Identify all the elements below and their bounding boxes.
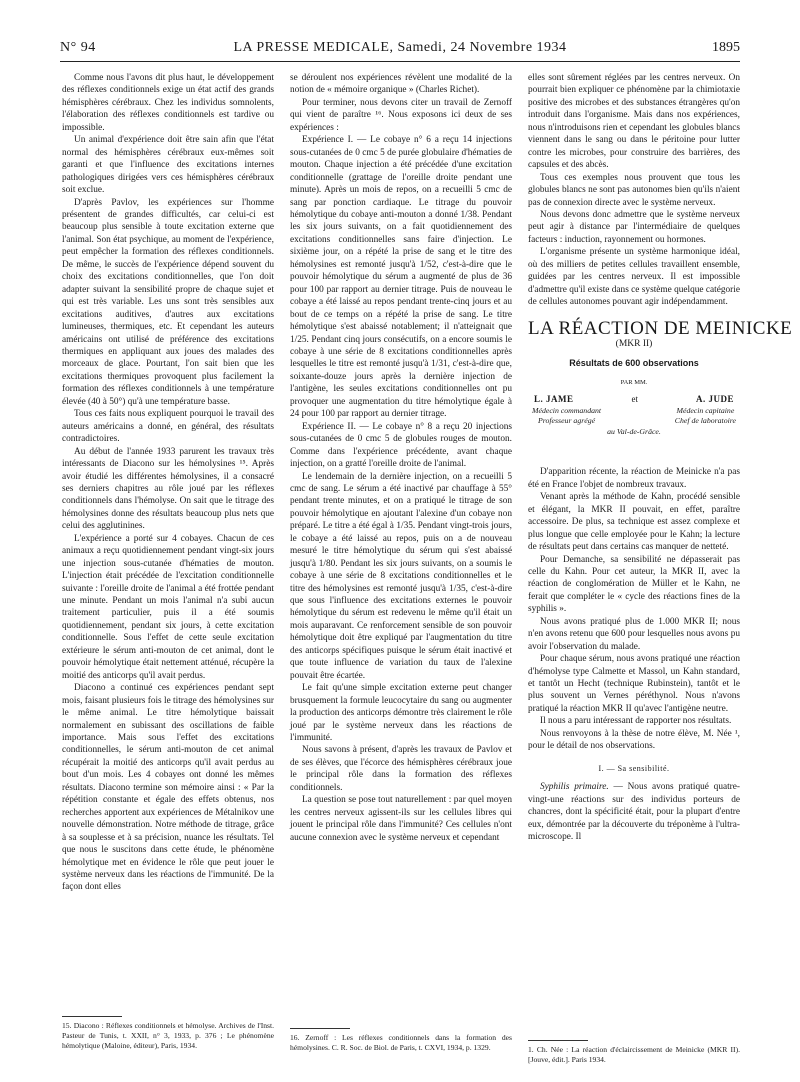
paragraph: Pour chaque sérum, nous avons pratiqué une réaction d'hémolyse type Calmette et Massol, un Kahn standard, et tantôt un Hecht (technique Rubinstein), tantôt et le plus souvent un Vernes péréthynol. Nous n'avons pratiqué la réaction MKR II qu'avec l'antigène neutre.: [528, 654, 740, 714]
paragraph: Expérience I. — Le cobaye n° 6 a reçu 14 injections sous-cutanées de 0 cmc 5 de purée globulaire d'hématies de mouton. Chaque injection a été précédée d'une excitation conditionnelle (grattage de l'oreille droite pendant une minute). Après un mois de repos, on a recueilli 5 cmc de sang par ponction cardiaque. Le titrage du pouvoir hémolytique du cobaye anti-mouton a donné 1/38. Pendant les six jours suivants, on a fait quotidiennement des excitations conditionnelles sans faire d'injection. Le sixième jour, on a répété la prise de sang et le titre des hémolysines est remonté jusqu'à 1/52, c'est-à-dire que le pouvoir hémolytique du sérum a augmenté de plus de 36 pour 100 par rapport au dernier titrage. Puis de nouveau le cobaye a été laissé au repos pendant trente-cinq jours et au bout de ce temps on a répété la prise de sang. Le titre hémolytique s'est abaissé notablement; il n'atteignait que 1/25. Pendant cinq jours consécutifs, on a encore soumis le cobaye à une série de 8 excitations conditionnelles après lesquelles le titre est remonté jusqu'à 1/31, c'est-à-dire que, soixante-douze jours après la dernière injection de l'antigène, les seules excitations conditionnelles ont pu provoquer une augmentation du titre hémolytique égale à 24 pour 100 par rapport au dernier titrage.: [290, 135, 512, 420]
column-3: [528, 72, 793, 843]
paragraph: Le fait qu'une simple excitation externe peut changer brusquement la formule leucocytaire du sang ou augmenter la production des anticorps démontre très clairement le rôle joué par le système nerveux dans les réactions de l'immunité.: [290, 683, 512, 744]
footnote-16: 16. Zernoff : Les réflexes conditionnels dans la formation des hémolysines. C. R. Soc. de Biol. de Paris, t. CXVI, 1934, p. 1329.: [290, 1033, 512, 1052]
affiliation-line: Professeur agrégé: [537, 415, 596, 425]
affiliations: [528, 406, 740, 426]
paragraph: D'apparition récente, la réaction de Meinicke n'a pas été en France l'objet de nombreux travaux.: [528, 467, 740, 490]
issue-number: N° 94: [60, 40, 96, 55]
paragraph: L'expérience a porté sur 4 cobayes. Chacun de ces animaux a reçu quotidiennement pendant vingt-six jours une injection sous-cutanée d'hématies de mouton. L'injection était précédée de l'excitation conditionnelle suivante : l'oreille droite de l'animal a été frottée pendant une minute. Pendant un mois l'animal n'a subi aucun traitement particulier, puis il a été soumis quotidiennement, pendant six jours, à cette excitation conditionnelle. Sous l'effet de cette seule excitation extérieure le sérum anti-mouton de cet animal, dont le pouvoir hémolytique était nettement atténué, récupère la moitié des anticorps qu'il avait perdus.: [62, 533, 274, 681]
author-conjunction: et: [631, 394, 638, 405]
paragraph: Nous savons à présent, d'après les travaux de Pavlov et de ses élèves, que l'écorce des hémisphères cérébraux joue le principal rôle dans la formation des réflexes conditionnels.: [290, 745, 512, 793]
paragraph: Venant après la méthode de Kahn, procédé sensible et élégant, la MKR II pouvait, en effet, paraître accessoire. De plus, sa technique est assez complexe et plus longue que celle employée pour le Kahn; la lecture de résultats peut dans certains cas manquer de netteté.: [528, 492, 740, 553]
footnote-1: 1. Ch. Née : La réaction d'éclaircissement de Meinicke (MKR II). [Jouve, édit.]. Paris 1934.: [528, 1045, 740, 1064]
paragraph: D'après Pavlov, les expériences sur l'homme présentent de grandes difficultés, car celui-ci est beaucoup plus sensible à toute excitation externe que l'animal. Son état psychique, au moment de l'expérience, peut empêcher la formation des réflexes conditionnels. De même, le succès de l'expérience dépend souvent du choix des excitations conditionnelles, que l'on doit adapter suivant la sensibilité propre de chaque sujet et qui est très variable. Les uns sont très sensibles aux excitations auditives, d'autres aux excitations lumineuses, thermiques, etc. Et cependant les auteurs américains ont utilisé de préférence des excitations thermiques en appliquant aux joues des malades des morceaux de glace. Pourtant, l'on sait bien que les excitations thermiques provoquent plus facilement la formation des réflexes conditionnels à une température élevée (40 à 50°) qu'à une température basse.: [62, 197, 274, 407]
authors: [528, 393, 740, 405]
author-jude: A. JUDE: [695, 394, 734, 405]
paragraph: elles sont sûrement réglées par les centres nerveux. On pourrait bien expliquer ce phénomène par la chimiotaxie positive des microbes et des substances étrangères qu'on introduit dans l'organisme. Mais dans nos expériences, nous n'introduisons rien et cependant les globules blancs viennent dans le sang ou dans le péritoine pour lutter contre les microbes, pour construire des barrières, des capsules et des abcès.: [528, 73, 740, 171]
page-header: [60, 40, 740, 62]
paragraph: Le lendemain de la dernière injection, on a recueilli 5 cmc de sang. Le sérum a été inactivé par chauffage à 55° pendant trente minutes, et on a pratiqué le titrage de son pouvoir hémolytique en ajoutant l'alexine d'un cobaye non préparé. Le titre a été égal à 1/35. Pendant vingt-trois jours, le cobaye a été laissé au repos, puis on a de nouveau mesuré le titre hémolytique du sérum qui s'est abaissé jusqu'à 1/80. Pendant les six jours suivants, on a soumis le cobaye à une série de 8 excitations conditionnelles et le titre des hémolysines est remonté jusqu'à 1/35, c'est-à-dire que sous l'influence des excitations externes le pouvoir hémolytique du sérum est redevenu le même qu'il était un mois auparavant. Ce renforcement sensible de son pouvoir hémolytique doit être expliqué par l'augmentation du titre des anticorps spécifiques puisque le sérum était inactivé et que toute influence de variation du taux de l'alexine pouvait être écartée.: [290, 471, 512, 681]
article-results-line: Résultats de 600 observations: [569, 357, 699, 368]
section-heading: I. — Sa sensibilité.: [598, 763, 670, 773]
paragraph: Pour Demanche, sa sensibilité ne dépasserait pas celle du Kahn. Pour cet auteur, la MKR II, avec la réaction de conglomération de Müller et le Kahn, ne ferait que compléter le « cycle des réactions fines de la syphilis ».: [528, 554, 740, 615]
footnote-rule: [62, 1016, 122, 1017]
page-number: 1895: [712, 40, 740, 55]
paragraph: Nous renvoyons à la thèse de notre élève, M. Née ¹, pour le détail de nos observations.: [528, 728, 740, 752]
column-1: [62, 72, 274, 894]
journal-title: LA PRESSE MEDICALE, Samedi, 24 Novembre 1934: [233, 40, 567, 55]
article-par: PAR MM.: [620, 378, 648, 386]
section-lead: Syphilis primaire.: [540, 782, 609, 793]
column-2: [290, 72, 512, 844]
paragraph: L'organisme présente un système harmonique idéal, où des milliers de petites cellules travaillent ensemble, guidées par les centres nerveux. Il est impossible d'admettre qu'il existe dans ce système quelque catégorie de cellules autonomes pouvant agir indépendamment.: [528, 247, 740, 308]
paragraph: [528, 781, 740, 843]
paragraph: Il nous a paru intéressant de rapporter nos résultats.: [540, 716, 732, 727]
paragraph: Au début de l'année 1933 parurent les travaux très intéressants de Diacono sur les hémolysines ¹⁵. Après avoir étudié les différentes hémolysines, il a consacré ses derniers chapitres au rôle joué par les réflexes conditionnels dans l'hémolyse. On sait que le titrage des hémolysines donne des résultats beaucoup plus nets que celui des agglutinines.: [62, 446, 274, 532]
affiliation-line: Médecin commandant: [532, 405, 602, 415]
paragraph: La question se pose tout naturellement : par quel moyen les centres nerveux agissent-ils sur les cellules libres qui jouent le principal rôle dans l'immunité? Ces cellules n'ont aucune connexion avec le système nerveux et cependant: [290, 795, 512, 843]
author-jame: L. JAME: [534, 394, 574, 405]
section-text: — Nous avons pratiqué quatre-vingt-une réactions sur des individus porteurs de chancres, dont la spécificité était, pour la plupart d'entre eux, démontrée par la découverte du tréponème à l'ultra-microscope. Il: [528, 782, 740, 843]
paragraph: Nous avons pratiqué plus de 1.000 MKR II; nous n'en avons retenu que 600 pour lesquelles nous avons pu avoir l'observation du malade.: [528, 616, 740, 652]
footnote-rule: [290, 1028, 350, 1029]
paragraph: se déroulent nos expériences révèlent une modalité de la notion de « mémoire organique » (Charles Richet).: [290, 73, 512, 96]
paragraph: Pour terminer, nous devons citer un travail de Zernoff qui vient de paraître ¹⁶. Nous exposons ici deux de ses expériences :: [290, 97, 512, 133]
affiliation-common: au Val-de-Grâce.: [607, 426, 661, 436]
paragraph: Tous ces faits nous expliquent pourquoi le travail des auteurs américains a donné, en général, des résultats contradictoires.: [62, 409, 274, 445]
affiliation-line: Médecin capitaine: [676, 405, 735, 415]
footnote-15: 15. Diacono : Réflexes conditionnels et hémolyse. Archives de l'Inst. Pasteur de Tunis, t. XXII, n° 3, 1933, p. 376 ; Le phénomène hémolytique (Maloine, éditeur), Paris, 1934.: [62, 1021, 274, 1050]
paragraph: Nous devons donc admettre que le système nerveux peut agir à distance par l'intermédiaire de quelques facteurs : induction, rayonnement ou hormones.: [528, 209, 740, 245]
paragraph: Expérience II. — Le cobaye n° 8 a reçu 20 injections sous-cutanées de 0 cmc 5 de globules rouges de mouton. Comme dans l'expérience précédente, avant chaque injection, on a gratté l'oreille droite de l'animal.: [290, 421, 512, 470]
paragraph: Un animal d'expérience doit être sain afin que l'état normal des hémisphères cérébraux eux-mêmes soit garanti et que l'influence des excitations internes pathologiques dirigées vers ces hémisphères cérébraux soit exclue.: [62, 135, 274, 196]
footnote-rule: [528, 1040, 588, 1041]
paragraph: Diacono a continué ces expériences pendant sept mois, faisant plusieurs fois le titrage des hémolysines sur le même animal. Le titre hémolytique baissait normalement en subissant des oscillations de faible importance. Mais sous l'effet des excitations conditionnelles, le sérum anti-mouton de cet animal récupérait la moitié des anticorps qu'il avait perdus au bout d'un mois. Les 4 cobayes ont donné les mêmes résultats. Diacono termine son mémoire ainsi : « Par la répétition constante et égale des effets obtenus, nos recherches apportent aux expériences de Métalnikov une nouvelle démonstration. Notre méthode de titrage, grâce à sa souplesse et à sa précision, nuance les résultats. Tel que nous le suscitons dans cette étude, le phénomène hémolytique met en évidence le rôle que peut jouer le système nerveux dans les réactions de l'immunité. De la façon dont elles: [62, 683, 274, 893]
article-subtitle: (MKR II): [615, 339, 653, 350]
article-title: LA RÉACTION DE MEINICKE: [528, 317, 793, 339]
paragraph: Comme nous l'avons dit plus haut, le développement des réflexes conditionnels exige un état actif des grands hémisphères cérébraux. Chez les individus somnolents, l'élaboration des réflexes conditionnels est tardive ou impossible.: [62, 73, 274, 133]
affiliation-line: Chef de laboratoire: [674, 415, 736, 425]
paragraph: Tous ces exemples nous prouvent que tous les globules blancs ne sont pas autonomes bien qu'ils n'aient pas de connexion directe avec le système nerveux.: [528, 172, 740, 208]
